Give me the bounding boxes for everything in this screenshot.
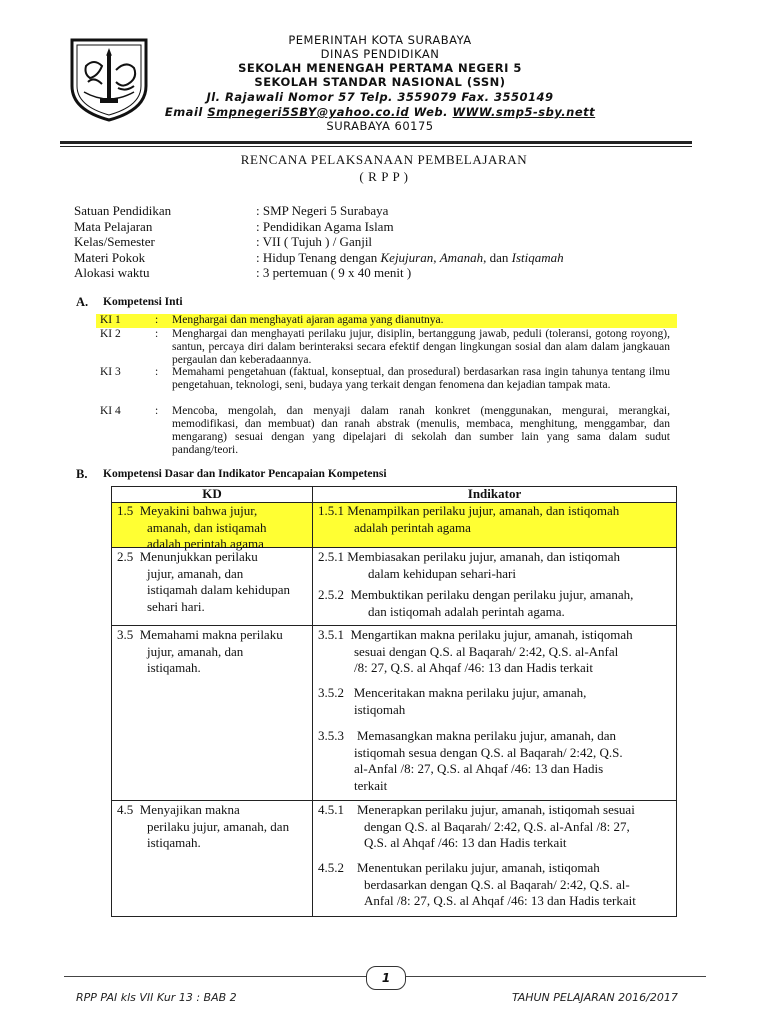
page-number: 1 — [366, 966, 406, 990]
surabaya-crest-logo — [64, 36, 154, 122]
section-b-letter: B. — [76, 467, 88, 481]
page-title: RENCANA PELAKSANAAN PEMBELAJARAN — [240, 152, 528, 167]
info-value: : Hidup Tenang dengan Kejujuran, Amanah, dan Istiqamah — [256, 250, 564, 265]
ki-colon: : — [155, 314, 159, 326]
email-link[interactable]: Smpnegeri5SBY@yahoo.co.id — [207, 105, 410, 119]
column-divider — [312, 486, 313, 917]
letterhead-department: DINAS PENDIDIKAN — [320, 47, 440, 61]
column-header-kd: KD — [202, 486, 222, 501]
letterhead-standard: SEKOLAH STANDAR NASIONAL (SSN) — [254, 75, 506, 89]
ki-colon: : — [155, 328, 159, 340]
web-label: Web. — [413, 105, 448, 119]
indicator-cell: 2.5.1 Membiasakan perilaku jujur, amanah, dan istiqomah dalam kehidupan sehari-hari — [318, 549, 621, 581]
ki-code: KI 1 — [100, 314, 121, 326]
ki-code: KI 3 — [100, 366, 121, 378]
ki-colon: : — [155, 366, 159, 378]
indicator-cell: 4.5.1 Menerapkan perilaku jujur, amanah, istiqomah sesuai dengan Q.S. al Baqarah/ 2:42, Q.S. al-Anfal /8: 27, Q.S. al Ahqaf /46: 13 dan Hadis terkait — [318, 802, 635, 850]
kd-cell: 3.5 Memahami makna perilaku jujur, amanah, dan istiqamah. — [117, 627, 283, 675]
footer-rule-right — [404, 976, 706, 977]
row-divider — [111, 800, 677, 801]
ki-text: Menghargai dan menghayati perilaku jujur, disiplin, bertanggung jawab, peduli (toleransi, gotong royong), santun, percaya diri dalam berinteraksi secara efektif dengan lingkungan sosial dan alam dalam jangkauan pergaulan dan keberadaannya. — [172, 328, 670, 366]
kd-cell: 2.5 Menunjukkan perilaku jujur, amanah, dan istiqamah dalam kehidupan sehari hari. — [117, 549, 290, 614]
email-label: Email — [164, 105, 203, 119]
column-header-indikator: Indikator — [467, 486, 522, 501]
letterhead-city: SURABAYA 60175 — [326, 119, 434, 133]
letterhead-address: Jl. Rajawali Nomor 57 Telp. 3559079 Fax. 3550149 — [206, 90, 554, 104]
section-a-letter: A. — [76, 295, 89, 309]
letterhead-school: SEKOLAH MENENGAH PERTAMA NEGERI 5 — [238, 61, 522, 75]
ki-text: Memahami pengetahuan (faktual, konseptual, dan prosedural) berdasarkan rasa ingin tahunya tentang ilmu pengetahuan, teknologi, seni, budaya yang terkait dengan fenomena dan kejadian tampak mata. — [172, 366, 670, 391]
section-b-title: Kompetensi Dasar dan Indikator Pencapaian Kompetensi — [103, 468, 387, 480]
info-label: Alokasi waktu — [74, 265, 150, 280]
header-rule-thick — [60, 141, 692, 144]
ki-colon: : — [155, 405, 159, 417]
page-subtitle: ( R P P ) — [359, 169, 409, 184]
info-label: Materi Pokok — [74, 250, 146, 265]
indicator-cell: 2.5.2 Membuktikan perilaku dengan perilaku jujur, amanah, dan istiqomah adalah perintah agama. — [318, 587, 634, 619]
ki-code: KI 4 — [100, 405, 121, 417]
footer-left-text: RPP PAI kls VII Kur 13 : BAB 2 — [76, 991, 237, 1004]
kd-cell: 1.5 Meyakini bahwa jujur, amanah, dan istiqamah adalah perintah agama — [117, 503, 267, 551]
kd-cell: 4.5 Menyajikan makna perilaku jujur, amanah, dan istiqamah. — [117, 802, 290, 850]
info-value: : VII ( Tujuh ) / Ganjil — [256, 234, 373, 249]
indicator-cell: 1.5.1 Menampilkan perilaku jujur, amanah, dan istiqomah adalah perintah agama — [318, 503, 620, 535]
footer-rule-left — [64, 976, 366, 977]
info-value: : 3 pertemuan ( 9 x 40 menit ) — [256, 265, 412, 280]
row-divider — [111, 625, 677, 626]
info-label: Mata Pelajaran — [74, 219, 153, 234]
footer-right-text: TAHUN PELAJARAN 2016/2017 — [512, 991, 678, 1004]
indicator-cell: 4.5.2 Menentukan perilaku jujur, amanah, istiqomah berdasarkan dengan Q.S. al Baqarah/ 2:42, Q.S. al- Anfal /8: 27, Q.S. al Ahqaf /46: 13 dan Hadis terkait — [318, 860, 636, 908]
ki-text: Menghargai dan menghayati ajaran agama yang dianutnya. — [172, 314, 444, 326]
web-link[interactable]: WWW.smp5-sby.nett — [452, 105, 596, 119]
ki-text: Mencoba, mengolah, dan menyaji dalam ranah konkret (menggunakan, mengurai, merangkai, memodifikasi, dan membuat) dan ranah abstrak (menulis, membaca, menghitung, menggambar, dan mengarang) sesuai dengan yang dipelajari di sekolah dan sumber lain yang sama dalam sudut pandang/teori. — [172, 405, 670, 456]
indicator-cell: 3.5.1 Mengartikan makna perilaku jujur, amanah, istiqomah sesuai dengan Q.S. al Baqarah/ 2:42, Q.S. al-Anfal /8: 27, Q.S. al Ahqaf /46: 13 dan Hadis terkait — [318, 627, 633, 675]
header-rule-thin — [60, 146, 692, 147]
info-label: Kelas/Semester — [74, 234, 155, 249]
section-a-title: Kompetensi Inti — [103, 296, 183, 308]
info-value: : Pendidikan Agama Islam — [256, 219, 394, 234]
indicator-cell: 3.5.2 Menceritakan makna perilaku jujur, amanah, istiqomah — [318, 685, 587, 717]
ki-code: KI 2 — [100, 328, 121, 340]
letterhead-government: PEMERINTAH KOTA SURABAYA — [288, 33, 472, 47]
info-value: : SMP Negeri 5 Surabaya — [256, 203, 389, 218]
info-label: Satuan Pendidikan — [74, 203, 172, 218]
indicator-cell: 3.5.3 Memasangkan makna perilaku jujur, amanah, dan istiqomah sesua dengan Q.S. al Baqarah/ 2:42, Q.S. al-Anfal /8: 27, Q.S. al Ahqaf /46: 13 dan Hadis terkait — [318, 728, 623, 793]
